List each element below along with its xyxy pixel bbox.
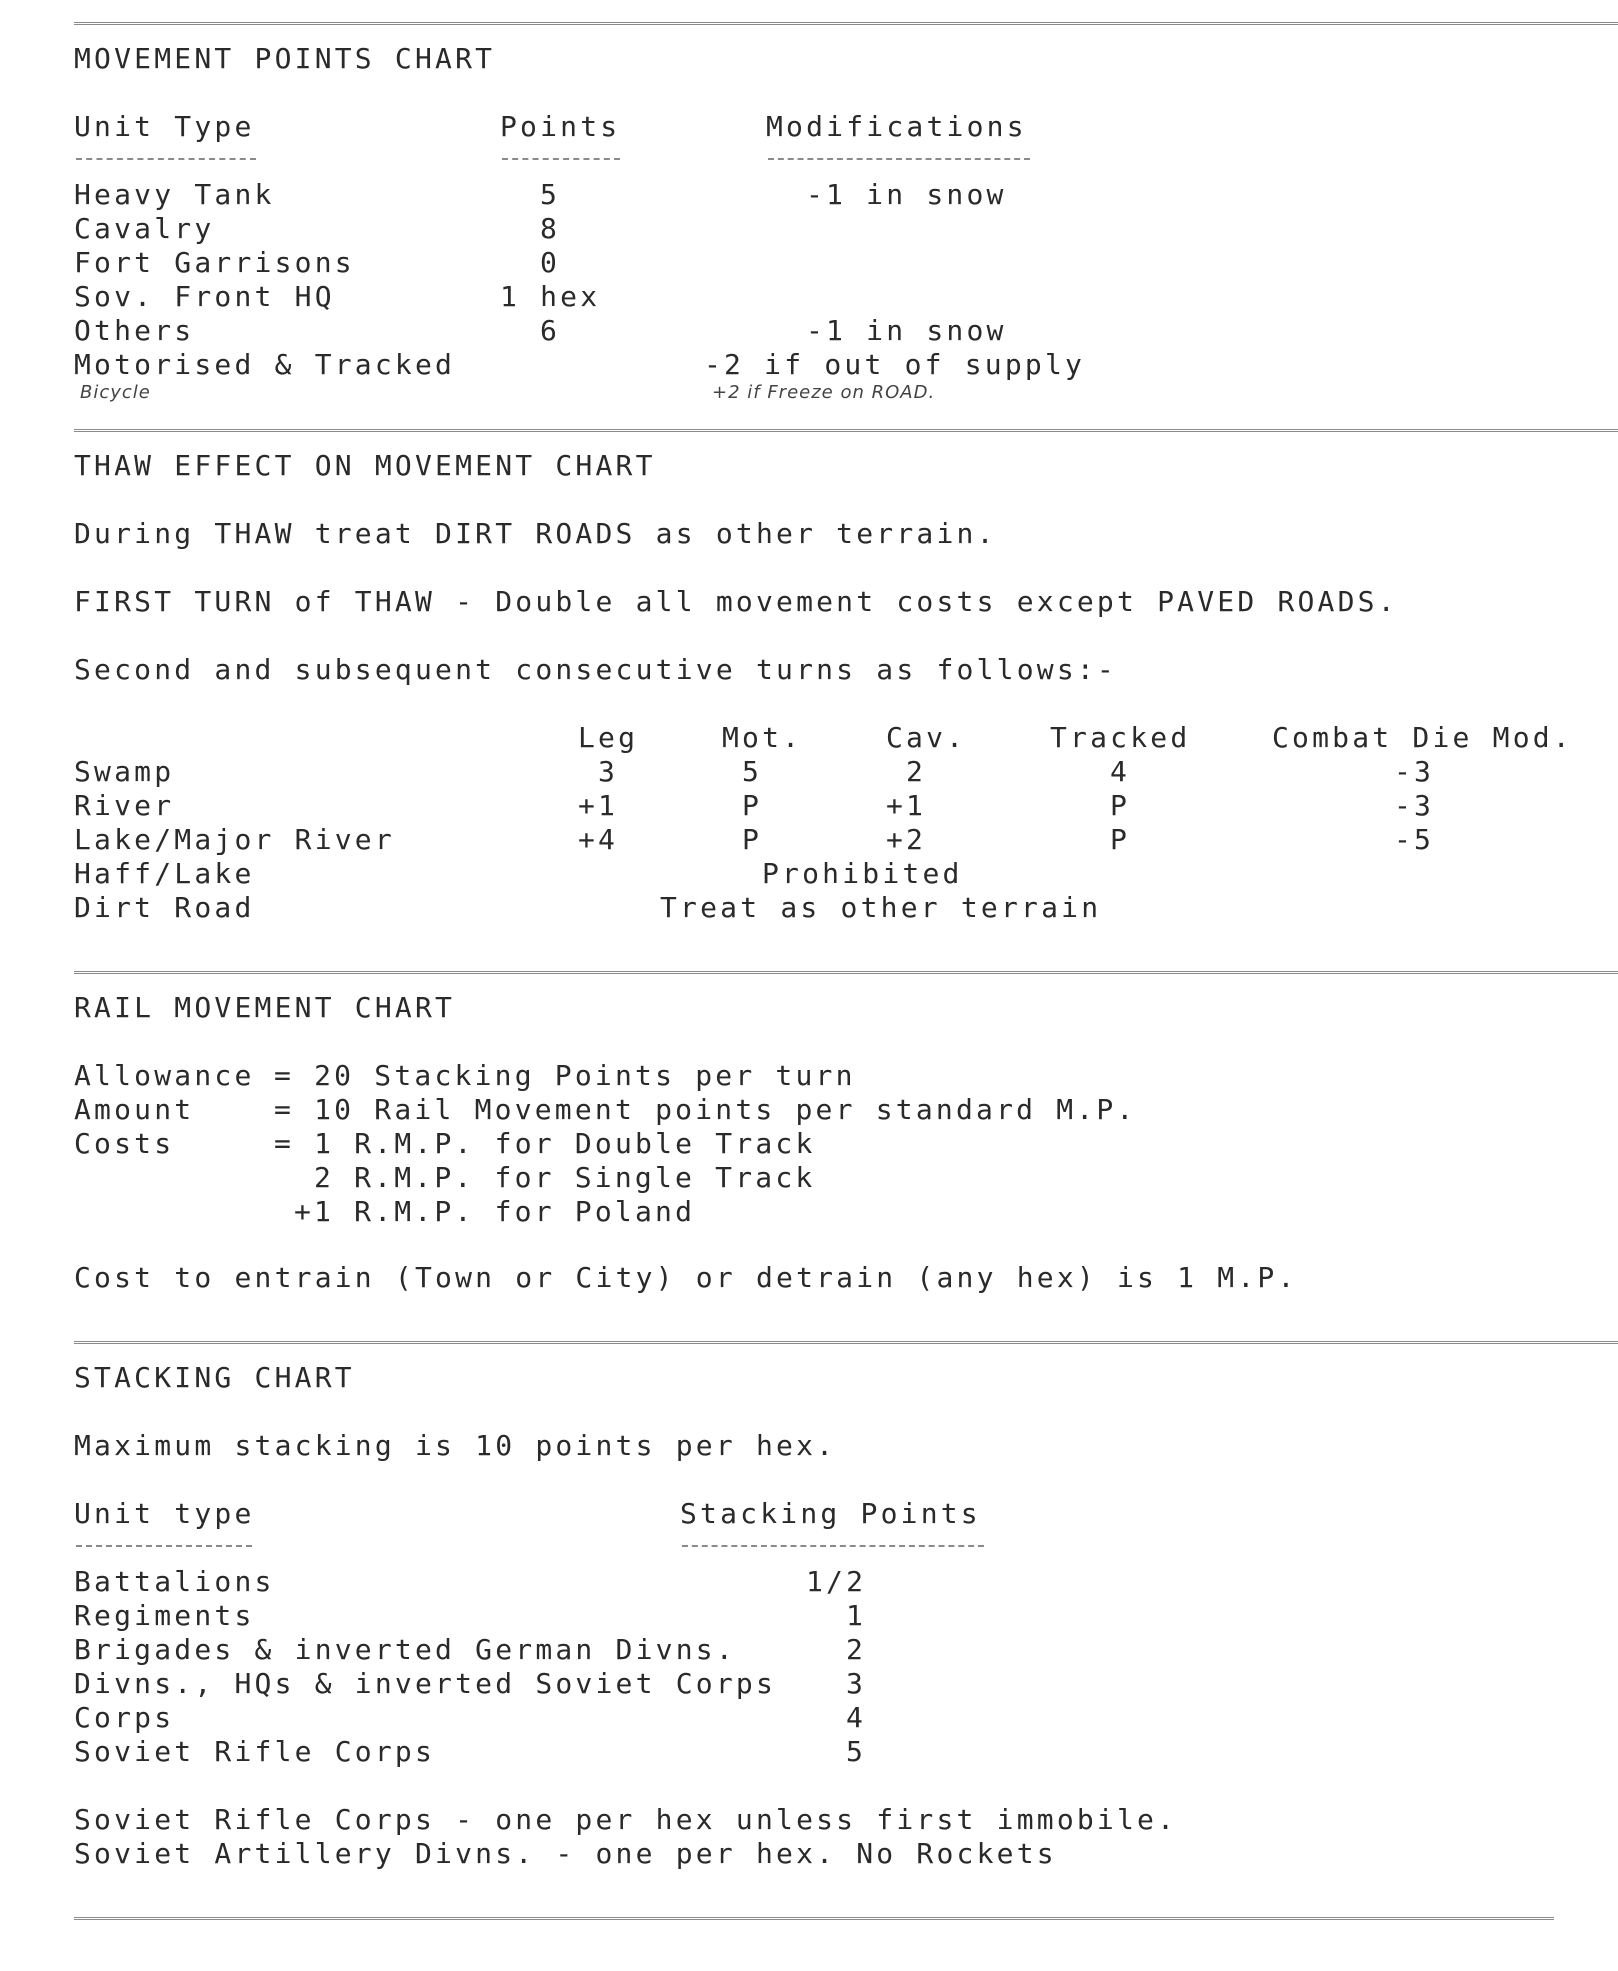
thaw-row-cdm: -3 xyxy=(1394,789,1435,822)
thaw-header-leg: Leg xyxy=(578,721,639,754)
thaw-header-cdm: Combat Die Mod. xyxy=(1272,721,1573,754)
header-underline xyxy=(682,1545,984,1547)
stacking-row-points: 5 xyxy=(846,1735,867,1768)
thaw-row-terrain: Haff/Lake xyxy=(74,857,255,890)
stacking-note: Soviet Artillery Divns. - one per hex. No Rockets xyxy=(74,1837,1057,1870)
movement-header-mods: Modifications xyxy=(766,110,1027,143)
thaw-row-leg: +4 xyxy=(578,823,619,856)
header-underline xyxy=(768,158,1030,160)
thaw-row-tracked: P xyxy=(1110,823,1131,856)
stacking-row-points: 4 xyxy=(846,1701,867,1734)
thaw-row-cav: 2 xyxy=(906,755,927,788)
rail-value: = 20 Stacking Points per turn xyxy=(274,1059,856,1092)
thaw-row-value: Prohibited xyxy=(762,857,963,890)
header-underline xyxy=(76,158,256,160)
stacking-max: Maximum stacking is 10 points per hex. xyxy=(74,1429,837,1462)
movement-header-unit: Unit Type xyxy=(74,110,255,143)
stacking-row-unit: Soviet Rifle Corps xyxy=(74,1735,436,1768)
thaw-row-tracked: 4 xyxy=(1110,755,1131,788)
stacking-row-unit: Battalions xyxy=(74,1565,275,1598)
movement-title: MOVEMENT POINTS CHART xyxy=(74,42,496,75)
thaw-row-terrain: River xyxy=(74,789,175,822)
thaw-row-terrain: Dirt Road xyxy=(74,891,255,924)
rail-label: Amount xyxy=(74,1093,195,1126)
thaw-row-leg: 3 xyxy=(598,755,619,788)
rail-title: RAIL MOVEMENT CHART xyxy=(74,991,456,1024)
stacking-header-points: Stacking Points xyxy=(680,1497,981,1530)
thaw-header-cav: Cav. xyxy=(886,721,967,754)
movement-header-points: Points xyxy=(500,110,621,143)
thaw-row-cav: +2 xyxy=(886,823,927,856)
stacking-header-unit: Unit type xyxy=(74,1497,255,1530)
thaw-row-tracked: P xyxy=(1110,789,1131,822)
thaw-header-mot: Mot. xyxy=(722,721,803,754)
rail-value: 2 R.M.P. for Single Track xyxy=(314,1161,816,1194)
stacking-row-unit: Divns., HQs & inverted Soviet Corps xyxy=(74,1667,777,1700)
rail-value: = 1 R.M.P. for Double Track xyxy=(274,1127,816,1160)
thaw-line: Second and subsequent consecutive turns as follows:- xyxy=(74,653,1117,686)
thaw-title: THAW EFFECT ON MOVEMENT CHART xyxy=(74,449,656,482)
handwritten-note: Bicycle xyxy=(80,382,151,403)
header-underline xyxy=(76,1545,252,1547)
movement-row-points: 5 xyxy=(540,178,561,211)
movement-row-mod: -2 if out of supply xyxy=(704,348,1086,381)
stacking-row-points: 1/2 xyxy=(806,1565,867,1598)
separator-line xyxy=(74,971,1618,974)
rail-entrain: Cost to entrain (Town or City) or detrain (any hex) is 1 M.P. xyxy=(74,1261,1298,1294)
thaw-line: FIRST TURN of THAW - Double all movement costs except PAVED ROADS. xyxy=(74,585,1398,618)
stacking-note: Soviet Rifle Corps - one per hex unless first immobile. xyxy=(74,1803,1178,1836)
separator-line xyxy=(74,1341,1618,1344)
thaw-row-leg: +1 xyxy=(578,789,619,822)
header-underline xyxy=(502,158,620,160)
separator-line xyxy=(74,1917,1554,1920)
thaw-header-tracked: Tracked xyxy=(1050,721,1191,754)
thaw-row-mot: P xyxy=(742,789,763,822)
rail-label: Allowance xyxy=(74,1059,255,1092)
thaw-row-cdm: -5 xyxy=(1394,823,1435,856)
handwritten-note: +2 if Freeze on ROAD. xyxy=(712,382,936,403)
thaw-row-value: Treat as other terrain xyxy=(660,891,1102,924)
separator-line xyxy=(74,22,1618,25)
movement-row-unit: Others xyxy=(74,314,195,347)
stacking-row-unit: Corps xyxy=(74,1701,175,1734)
thaw-row-cdm: -3 xyxy=(1394,755,1435,788)
movement-row-points: 8 xyxy=(540,212,561,245)
rail-value: = 10 Rail Movement points per standard M.P. xyxy=(274,1093,1137,1126)
movement-row-points: 6 xyxy=(540,314,561,347)
stacking-row-points: 1 xyxy=(846,1599,867,1632)
separator-line xyxy=(74,429,1618,432)
movement-row-unit: Heavy Tank xyxy=(74,178,275,211)
movement-row-unit: Cavalry xyxy=(74,212,215,245)
movement-row-mod: -1 in snow xyxy=(806,178,1007,211)
movement-row-unit: Motorised & Tracked xyxy=(74,348,456,381)
thaw-row-mot: 5 xyxy=(742,755,763,788)
stacking-row-points: 2 xyxy=(846,1633,867,1666)
stacking-row-unit: Brigades & inverted German Divns. xyxy=(74,1633,736,1666)
thaw-row-terrain: Lake/Major River xyxy=(74,823,395,856)
movement-row-unit: Sov. Front HQ xyxy=(74,280,335,313)
movement-row-mod: -1 in snow xyxy=(806,314,1007,347)
movement-row-points: 0 xyxy=(540,246,561,279)
stacking-title: STACKING CHART xyxy=(74,1361,355,1394)
stacking-row-unit: Regiments xyxy=(74,1599,255,1632)
thaw-row-cav: +1 xyxy=(886,789,927,822)
thaw-row-terrain: Swamp xyxy=(74,755,175,788)
rail-value: +1 R.M.P. for Poland xyxy=(294,1195,696,1228)
rail-label: Costs xyxy=(74,1127,175,1160)
thaw-line: During THAW treat DIRT ROADS as other terrain. xyxy=(74,517,997,550)
movement-row-unit: Fort Garrisons xyxy=(74,246,355,279)
stacking-row-points: 3 xyxy=(846,1667,867,1700)
thaw-row-mot: P xyxy=(742,823,763,856)
movement-row-points: 1 hex xyxy=(500,280,601,313)
